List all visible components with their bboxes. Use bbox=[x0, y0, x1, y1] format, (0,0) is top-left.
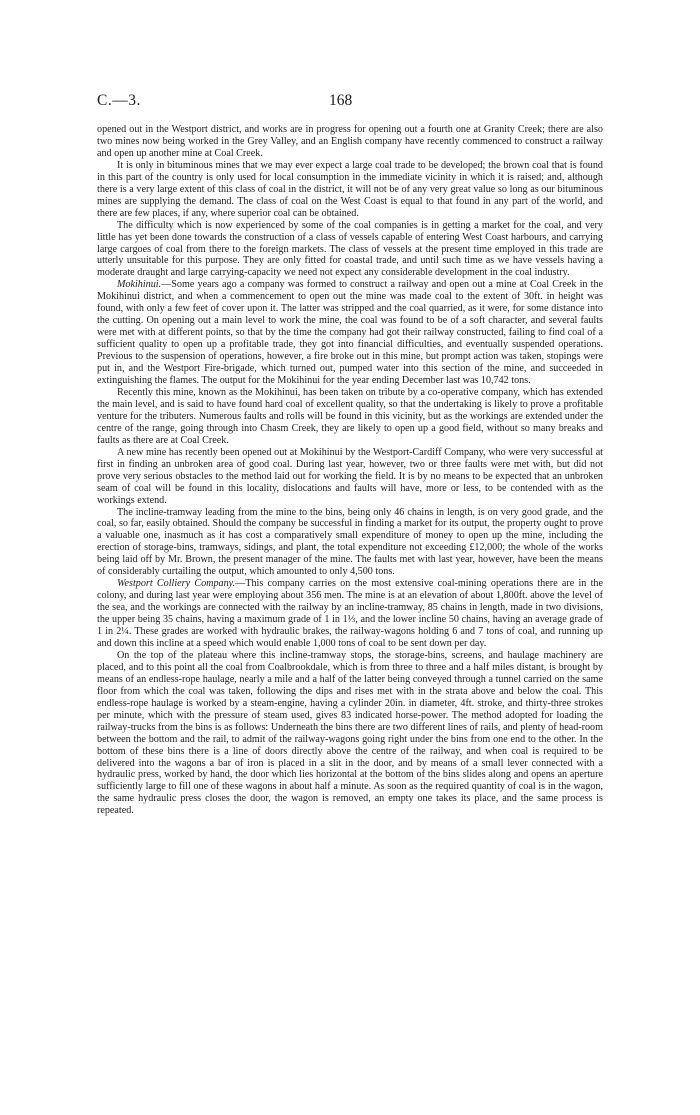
paragraph-text: On the top of the plateau where this incline-tramway stops, the storage-bins, screens, and haulage machinery are placed, and to this point all the coal from Coalbrookdale, which is from three to three and a half miles distant, is brought by means of an endless-rope haulage, nearly a mile and a half of the latter being conveyed through a tunnel carried on the same floor from which the coal was taken, following the dips and rises met with in the strata above and below the coal. This endless-rope haulage is worked by a steam-engine, having a cylinder 20in. in diameter, 4ft. stroke, and thirty-three strokes per minute, which with the pressure of steam used, gives 83 indicated horse-power. The method adopted for loading the railway-trucks from the bins is as follows: Underneath the bins there are two different lines of rails, and plenty of head-room between the bottom and the rail, to admit of the railway-wagons going right under the bins from one end to the other. In the bottom of these bins there is a line of doors directly above the centre of the railway, and when coal is required to be delivered into the wagons a bar of iron is placed in a slit in the door, and by means of a small lever connected with a hydraulic press, worked by hand, the door which lies horizontal at the bottom of the bins slides along and opens an aperture sufficiently large to fill one of these wagons in about half a minute. As soon as the required quantity of coal is in the wagon, the same hydraulic press closes the door, the wagon is removed, an empty one takes its place, and the same process is repeated. bbox=[97, 649, 603, 817]
paragraph-text: —This company carries on the most extensive coal-mining operations there are in the colony, and during last year were employing about 356 men. The mine is at an elevation of about 1,800ft. above the level of the sea, and the workings are connected with the railway by an incline-tramway, 85 chains in length, made in two divisions, the upper being 35 chains, having a maximum grade of 1 in 1⅓, and the lower incline 50 chains, having an average grade of 1 in 2¼. These grades are worked with hydraulic brakes, the railway-wagons holding 6 and 7 tons of coal, and running up and down this incline at a speed which would enable 1,000 tons of coal to be sent down per day. bbox=[97, 578, 603, 649]
paragraph-text: opened out in the Westport district, and works are in progress for opening out a fourth one at Granity Creek; there are also two mines now being worked in the Grey Valley, and an English company have recently commenced to construct a railway and open up another mine at Coal Creek. bbox=[97, 124, 603, 159]
page-header bbox=[97, 92, 603, 116]
paragraph-text: A new mine has recently been opened out at Mokihinui by the Westport-Cardiff Company, who were very successful at first in finding an unbroken area of good coal. During last year, however, two or three faults were met with, but did not prove very serious obstacles to the method laid out for working the field. It is by no means to be expected that an unbroken seam of coal will be found in this locality, dislocations and faults will have, more or less, to be contended with as the workings extend. bbox=[97, 446, 603, 506]
paragraph bbox=[97, 124, 603, 160]
paragraph bbox=[97, 578, 603, 650]
paragraph bbox=[97, 447, 603, 507]
page-number: 168 bbox=[329, 92, 353, 109]
paragraph bbox=[97, 650, 603, 817]
paragraph bbox=[97, 220, 603, 280]
paragraph-text: It is only in bituminous mines that we may ever expect a large coal trade to be developed; the brown coal that is found in this part of the country is only used for local consumption in the immediate vicinity in which it is raised; and, although there is a very large extent of this class of coal in the district, it will not be of any very great value so long as our bituminous mines are supplying the demand. The class of coal on the West Coast is equal to that found in any part of the world, and there are few places, if any, where superior coal can be obtained. bbox=[97, 159, 603, 219]
section-heading-mokihinui: Mokihinui. bbox=[117, 279, 162, 291]
paragraph bbox=[97, 160, 603, 220]
paragraph-text: The difficulty which is now experienced by some of the coal companies is in getting a market for the coal, and very little has yet been done towards the construction of a class of vessels capable of entering West Coast harbours, and carrying large cargoes of coal from there to the foreign markets. The class of vessels at the present time employed in this trade are utterly unsuitable for this purpose. They are only fitted for coastal trade, and until such time as we have vessels having a moderate draught and large carrying-capacity we need not expect any considerable development in the coal industry. bbox=[97, 219, 603, 279]
paragraph-text: Recently this mine, known as the Mokihinui, has been taken on tribute by a co-operative company, which has extended the main level, and is said to have found hard coal of excellent quality, so that the undertaking is likely to prove a profitable venture for the tributers. Numerous faults and rolls will be found in this vicinity, but as the workings are extended under the centre of the range, going through into Chasm Creek, they are likely to open up a good field, without so many breaks and faults as there are at Coal Creek. bbox=[97, 386, 603, 446]
body-text bbox=[97, 124, 603, 817]
paragraph bbox=[97, 387, 603, 447]
section-heading-westport-colliery: Westport Colliery Company. bbox=[117, 578, 236, 590]
paragraph-text: The incline-tramway leading from the mine to the bins, being only 46 chains in length, is on very good grade, and the coal, so far, easily obtained. Should the company be successful in finding a market for its output, the property ought to prove a valuable one, inasmuch as it has cost a comparatively small expenditure of money to open up the mine, including the erection of storage-bins, tramways, sidings, and plant, the total expenditure not exceeding £12,000; the whole of the works being laid off by Mr. Brown, the present manager of the mine. The faults met with last year, however, have been the means of considerably curtailing the output, which amounted to only 4,500 tons. bbox=[97, 506, 603, 578]
paragraph-text: —Some years ago a company was formed to construct a railway and open out a mine at Coal Creek in the Mokihinui district, and when a commencement to open out the mine was made coal to the extent of 30ft. in height was found, with only a few feet of cover upon it. The latter was stripped and the coal quarried, as it were, for some distance into the cutting. On opening out a main level to work the mine, the coal was found to be of a soft character, and several faults were met with at different points, so that by the time the company had got their railway constructed, failing to find coal of a sufficient quality to open up a profitable trade, they got into financial difficulties, and eventually suspended operations. Previous to the suspension of operations, however, a fire broke out in this mine, but prompt action was taken, stopings were put in, and the Westport Fire-brigade, which turned out, pumped water into this section of the mine, and succeeded in extinguishing the flames. The output for the Mokihinui for the year ending December last was 10,742 tons. bbox=[97, 279, 603, 387]
document-reference: C.—3. bbox=[97, 92, 141, 109]
paragraph bbox=[97, 507, 603, 579]
paragraph bbox=[97, 279, 603, 387]
